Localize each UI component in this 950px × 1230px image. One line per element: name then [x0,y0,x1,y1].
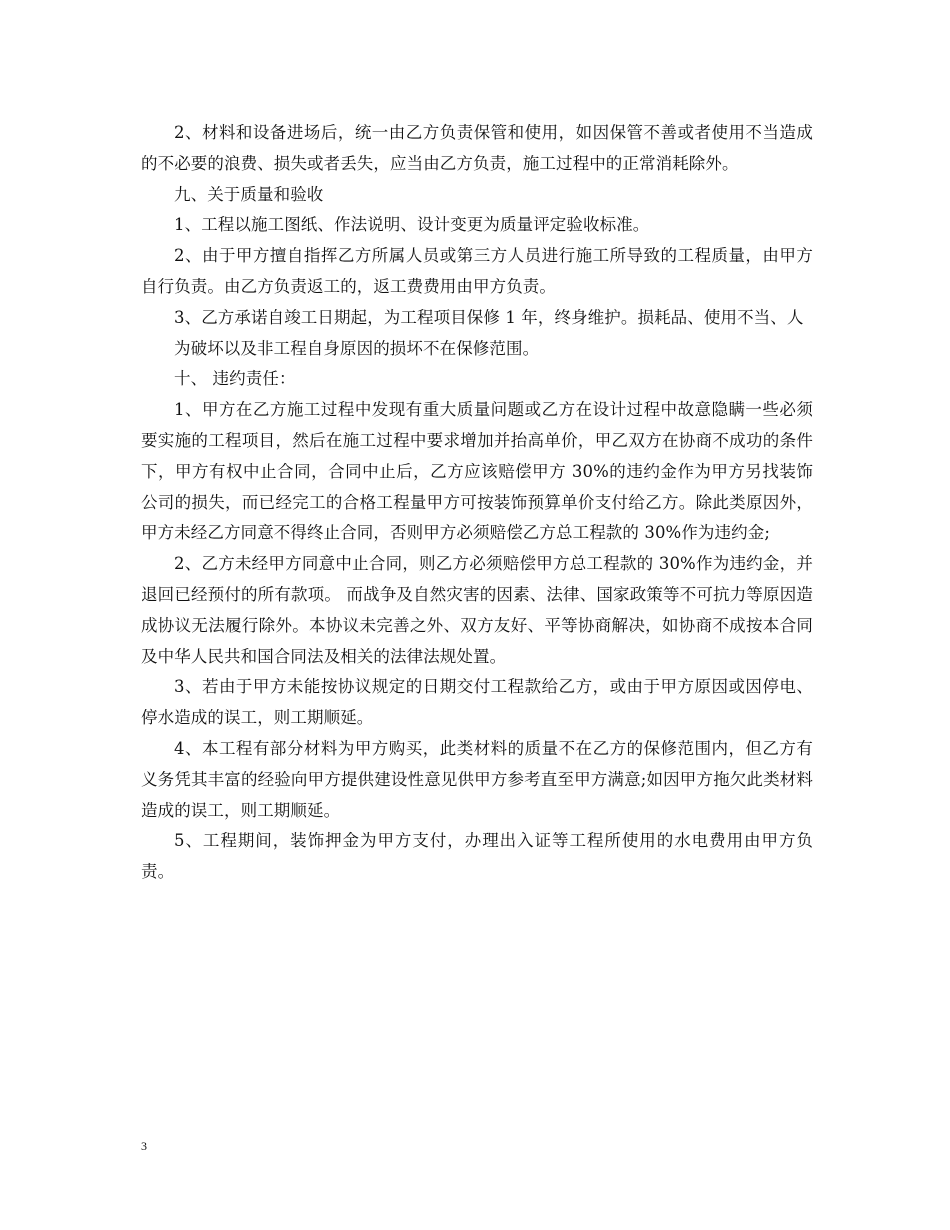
section-heading-breach: 十、 违约责任： [174,369,296,389]
paragraph-quality-standard: 1、工程以施工图纸、作法说明、设计变更为质量评定验收标准。 [174,215,650,235]
paragraph-materials-purchase: 4、本工程有部分材料为甲方购买，此类材料的质量不在乙方的保修范围内，但乙方有义务凭其丰富的经验向甲方提供建设性意见供甲方参考直至甲方满意;如因甲方拖欠此类材料造成的误工，则工期顺延。 [141,738,813,820]
paragraph-warranty-exclusions: 为破坏以及非工程自身原因的损坏不在保修范围。 [174,338,540,358]
section-heading-quality: 九、关于质量和验收 [174,184,324,204]
paragraph-material-custody: 2、材料和设备进场后，统一由乙方负责保管和使用，如因保管不善或者使用不当造成的不必要的浪费、损失或者丢失，应当由乙方负责，施工过程中的正常消耗除外。 [141,123,813,173]
page-number: 3 [141,1139,147,1153]
paragraph-quality-responsibility: 2、由于甲方擅自指挥乙方所属人员或第三方人员进行施工所导致的工程质量，由甲方自行负责。由乙方负责返工的，返工费费用由甲方负责。 [141,246,813,296]
paragraph-breach-party-b: 2、乙方未经甲方同意中止合同，则乙方必须赔偿甲方总工程款的 30%作为违约金，并退回已经预付的所有款项。 而战争及自然灾害的因素、法律、国家政策等不可抗力等原因造成协议无法履行除外。本协议未完善之外、双方友好、平等协商解决，如协商不成按本合同及中华人民共和国合同法及相关的法律法规处置。 [141,554,813,666]
paragraph-breach-party-a: 1、甲方在乙方施工过程中发现有重大质量问题或乙方在设计过程中故意隐瞒一些必须要实施的工程项目，然后在施工过程中要求增加并抬高单价，甲乙双方在协商不成功的条件下，甲方有权中止合同，合同中止后，乙方应该赔偿甲方 30%的违约金作为甲方另找装饰公司的损失，而已经完工的合格工程量甲方可按装饰预算单价支付给乙方。除此类原因外，甲方未经乙方同意不得终止合同，否则甲方必须赔偿乙方总工程款的 30%作为违约金; [141,400,813,543]
paragraph-payment-delay: 3、若由于甲方未能按协议规定的日期交付工程款给乙方，或由于甲方原因或因停电、停水造成的误工，则工期顺延。 [141,677,813,728]
paragraph-warranty: 3、乙方承诺自竣工日期起，为工程项目保修 1 年，终身维护。损耗品、使用不当、人 [174,307,804,327]
document-body [141,118,813,888]
paragraph-deposit: 5、工程期间，装饰押金为甲方支付，办理出入证等工程所使用的水电费用由甲方负责。 [141,831,813,882]
